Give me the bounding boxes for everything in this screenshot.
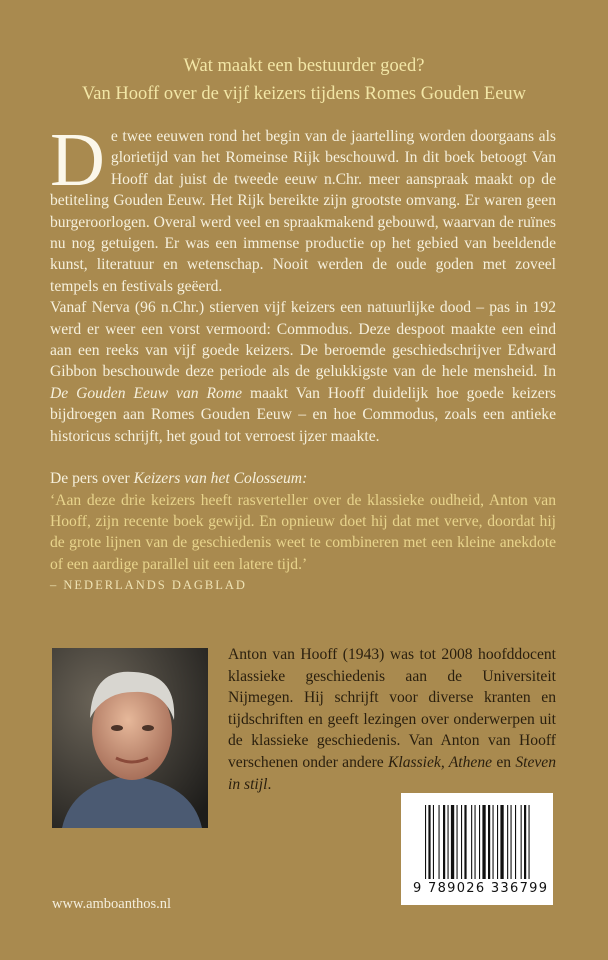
bio-book-3: Steven in stijl xyxy=(228,753,557,793)
book-title: De Gouden Eeuw van Rome xyxy=(50,384,242,402)
press-book-title: Keizers van het Colosseum: xyxy=(133,470,308,488)
publisher-url[interactable]: www.amboanthos.nl xyxy=(52,896,172,912)
tagline-line-2: Van Hooff over de vijf keizers tijdens Romes Gouden Eeuw xyxy=(81,84,527,104)
bio-text: Anton van Hooff (1943) was tot 2008 hoofddocent klassieke geschiedenis aan de Universiteit Nijmegen. Hij schrijft voor diverse kranten en tijdschriften en geeft lezingen over onderwerpen uit de klassieke geschiedenis. Van Anton van Hooff verschenen onder andere xyxy=(228,646,556,771)
bio-sep: , xyxy=(440,753,449,771)
press-quote: ‘Aan deze drie keizers heeft rasverteller over de klassieke oudheid, Anton van Hooff, zijn recente boek gewijd. En opnieuw doet hij dat met verve, doordat hij de grote lijnen van de geschiedenis weet te combineren met een kleine anekdote of een aardige parallel uit een latere tijd.’ xyxy=(50,491,556,573)
bio-book-1: Klassiek xyxy=(388,753,441,771)
bio-end: . xyxy=(267,775,272,793)
press-intro-text: De pers over xyxy=(50,470,134,488)
blurb-paragraph-1 xyxy=(50,118,556,297)
bio-and: en xyxy=(492,753,516,771)
blurb-text-2a: Vanaf Nerva (96 n.Chr.) stierven vijf keizers een natuurlijke dood – pas in 192 werd er weer een vorst vermoord: Commodus. Deze despoot maakte een eind aan een reeks van vijf goede keizers. De beroemde geschiedschrijver Edward Gibbon beschouwde deze periode als de gelukkigste van de hele mensheid. In xyxy=(50,299,556,381)
tagline-line-1: Wat maakt een bestuurder goed? xyxy=(183,56,425,76)
isbn-number: 9 789026 336799 xyxy=(413,881,549,896)
blurb xyxy=(50,118,556,597)
blurb-paragraph-2 xyxy=(50,297,556,447)
author-photo xyxy=(52,648,208,828)
barcode xyxy=(401,793,553,905)
blurb-text-1: e twee eeuwen rond het begin van de jaartelling worden doorgaans als glorietijd van het Romeinse Rijk beschouwd. In dit boek betoogt Van Hooff dat juist de tweede eeuw n.Chr. meer aanspraak maakt op de betiteling Gouden Eeuw. Het Rijk bereikte zijn grootste omvang. Er waren geen burgeroorlogen. Overal werd veel en spraakmakend gebouwd, waarvan de ruïnes nu nog getuigen. Er was een immense productie op het gebied van beeldende kunst, literatuur en wetenschap. Nooit werden de oude goden met zoveel tempels en festivals geëerd. xyxy=(50,128,556,295)
press-source: – NEDERLANDS DAGBLAD xyxy=(50,578,247,593)
author-bio xyxy=(228,644,556,795)
tagline xyxy=(0,52,608,108)
press-intro xyxy=(50,468,556,489)
bio-book-2: Athene xyxy=(448,753,493,771)
drop-cap: D xyxy=(50,118,105,202)
blurb-text-2b: maakt Van Hooff duidelijk hoe goede keizers bijdroegen aan Romes Gouden Eeuw – en hoe Commodus, zoals een antieke historicus schrijft, het goud tot verroest ijzer maakte. xyxy=(50,384,556,445)
